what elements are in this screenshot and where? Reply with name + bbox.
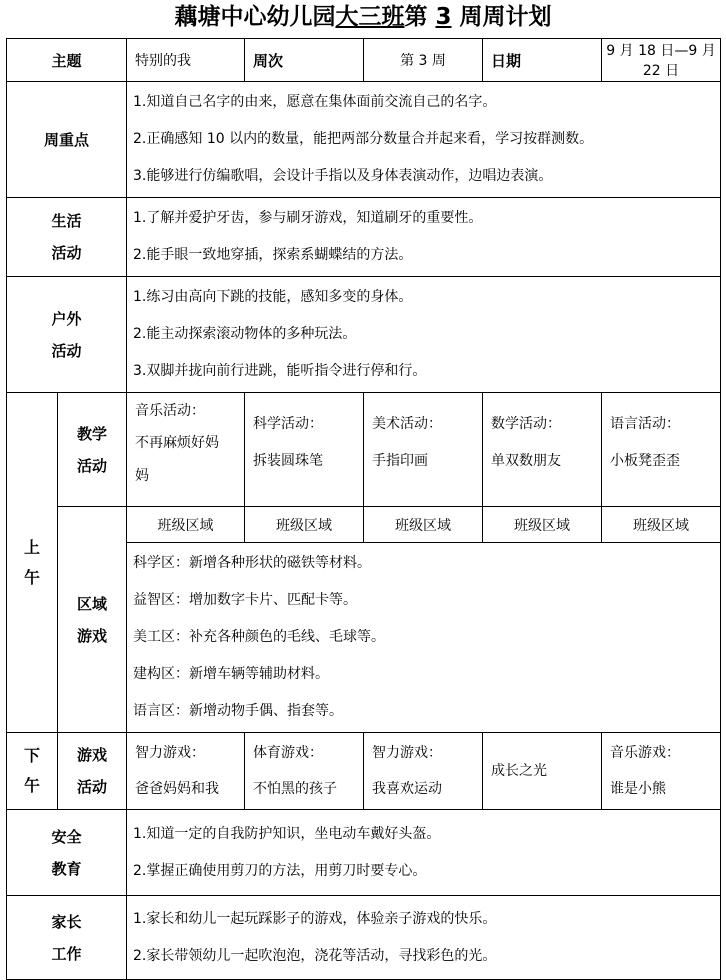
life-label-1: 生活: [51, 212, 82, 230]
game-cell: [602, 733, 721, 810]
outdoor-content: [127, 277, 721, 393]
area-item: 益智区：增加数字卡片、匹配卡等。: [133, 592, 358, 608]
weekly-plan-table: [6, 38, 721, 980]
games-label-2: 活动: [77, 778, 108, 796]
focus-label: 周重点: [7, 82, 127, 198]
life-content: [127, 198, 721, 277]
teaching-type: 美术活动：: [372, 416, 443, 432]
area-header: 班级区域: [364, 507, 483, 543]
game-name: 我喜欢运动: [372, 781, 443, 797]
teaching-cell: [245, 393, 364, 507]
life-item: 2.能手眼一致地穿插，探索系蝴蝶结的方法。: [133, 247, 413, 263]
title-suffix: 周周计划: [459, 4, 552, 30]
area-item: 语言区：新增动物手偶、指套等。: [133, 703, 344, 719]
outdoor-item: 1.练习由高向下跳的技能，感知多变的身体。: [133, 289, 413, 305]
afternoon-label-1: 下: [23, 746, 40, 765]
week-value: 第 3 周: [364, 39, 483, 82]
parents-item: 2.家长带领幼儿一起吹泡泡，浇花等活动，寻找彩色的光。: [133, 947, 497, 964]
parents-content: [127, 896, 721, 980]
life-label: [7, 198, 127, 277]
outdoor-row: [7, 277, 721, 393]
parents-label-1: 家长: [51, 912, 82, 931]
school-name: 藕塘中心幼儿园: [174, 4, 336, 30]
focus-row: [7, 82, 721, 198]
life-item: 1.了解并爱护牙齿，参与刷牙游戏，知道刷牙的重要性。: [133, 210, 483, 226]
games-label-1: 游戏: [77, 746, 108, 764]
game-cell: [245, 733, 364, 810]
week-number: 3: [435, 4, 452, 30]
focus-content: [127, 82, 721, 198]
safety-label: [7, 810, 127, 896]
outdoor-item: 3.双脚并拢向前行进跳，能听指令进行停和行。: [133, 363, 427, 379]
week-prefix: 第: [404, 4, 428, 30]
teaching-name: 单双数朋友: [491, 453, 562, 469]
area-header: 班级区域: [602, 507, 721, 543]
focus-item: 3.能够进行仿编歌唱，会设计手指以及身体表演动作，边唱边表演。: [133, 168, 553, 184]
afternoon-row: [7, 733, 721, 810]
area-header: 班级区域: [483, 507, 602, 543]
life-label-2: 活动: [51, 244, 82, 262]
outdoor-label-2: 活动: [51, 341, 82, 360]
game-type: 智力游戏：: [135, 745, 206, 761]
life-row: [7, 198, 721, 277]
outdoor-label: [7, 277, 127, 393]
teaching-name: 拆装圆珠笔: [253, 453, 324, 469]
teaching-name: 小板凳歪歪: [610, 453, 681, 469]
teaching-name-cont: 妈: [135, 468, 150, 484]
game-cell: [483, 733, 602, 810]
morning-label: [7, 393, 58, 733]
outdoor-label-1: 户外: [51, 309, 82, 328]
parents-label: [7, 896, 127, 980]
teaching-cell: [602, 393, 721, 507]
morning-label-1: 上: [23, 537, 40, 557]
game-name: 爸爸妈妈和我: [135, 781, 220, 797]
focus-item: 1.知道自己名字的由来，愿意在集体面前交流自己的名字。: [133, 94, 497, 110]
teaching-row: [7, 393, 721, 507]
area-label-2: 游戏: [77, 626, 108, 645]
class-name: 大三班: [335, 4, 405, 30]
header-row: [7, 39, 721, 82]
theme-value: [127, 39, 245, 82]
focus-item: 2.正确感知 10 以内的数量，能把两部分数量合并起来看，学习按群测数。: [133, 131, 594, 147]
parents-item: 1.家长和幼儿一起玩踩影子的游戏，体验亲子游戏的快乐。: [133, 910, 497, 927]
morning-label-2: 午: [23, 567, 40, 587]
game-type: 体育游戏：: [253, 745, 324, 761]
teaching-name: 手指印画: [372, 453, 429, 469]
teaching-type: 音乐活动：: [135, 403, 206, 419]
safety-label-1: 安全: [51, 827, 82, 846]
parents-row: [7, 896, 721, 980]
outdoor-item: 2.能主动探索滚动物体的多种玩法。: [133, 326, 357, 342]
teaching-label-2: 活动: [77, 456, 108, 475]
safety-item: 2.掌握正确使用剪刀的方法，用剪刀时要专心。: [133, 862, 427, 879]
teaching-name: 不再麻烦好妈: [135, 435, 220, 451]
area-item: 建构区：新增车辆等辅助材料。: [133, 666, 330, 682]
area-label-1: 区域: [77, 594, 108, 613]
theme-label: 主题: [7, 39, 127, 82]
game-cell: [364, 733, 483, 810]
teaching-cell: [364, 393, 483, 507]
area-content: [127, 543, 721, 733]
teaching-cell: [127, 393, 245, 507]
teaching-label: [58, 393, 127, 507]
game-name: 谁是小熊: [610, 781, 667, 797]
date-label: 日期: [483, 39, 602, 82]
afternoon-label: [7, 733, 58, 810]
area-header: 班级区域: [245, 507, 364, 543]
safety-label-2: 教育: [51, 859, 82, 878]
game-name: 成长之光: [491, 763, 548, 779]
theme-value-text: 特别的我: [135, 53, 192, 69]
teaching-label-1: 教学: [77, 424, 108, 443]
area-header-row: [7, 507, 721, 543]
games-label: [58, 733, 127, 810]
week-label: 周次: [245, 39, 364, 82]
game-type: 智力游戏：: [372, 745, 443, 761]
game-cell: [127, 733, 245, 810]
safety-item: 1.知道一定的自我防护知识，坐电动车戴好头盔。: [133, 825, 441, 842]
afternoon-label-2: 午: [23, 776, 40, 795]
area-item: 科学区：新增各种形状的磁铁等材料。: [133, 555, 372, 571]
teaching-type: 数学活动：: [491, 416, 562, 432]
teaching-type: 语言活动：: [610, 416, 681, 432]
parents-label-2: 工作: [51, 944, 82, 963]
game-type: 音乐游戏：: [610, 745, 681, 761]
safety-row: [7, 810, 721, 896]
teaching-cell: [483, 393, 602, 507]
teaching-type: 科学活动：: [253, 416, 324, 432]
area-item: 美工区：补充各种颜色的毛线、毛球等。: [133, 629, 386, 645]
area-header: 班级区域: [127, 507, 245, 543]
date-value: 9 月 18 日—9 月 22 日: [602, 39, 721, 82]
game-name: 不怕黑的孩子: [253, 781, 338, 797]
safety-content: [127, 810, 721, 896]
area-label: [58, 507, 127, 733]
page-title: [0, 0, 726, 38]
